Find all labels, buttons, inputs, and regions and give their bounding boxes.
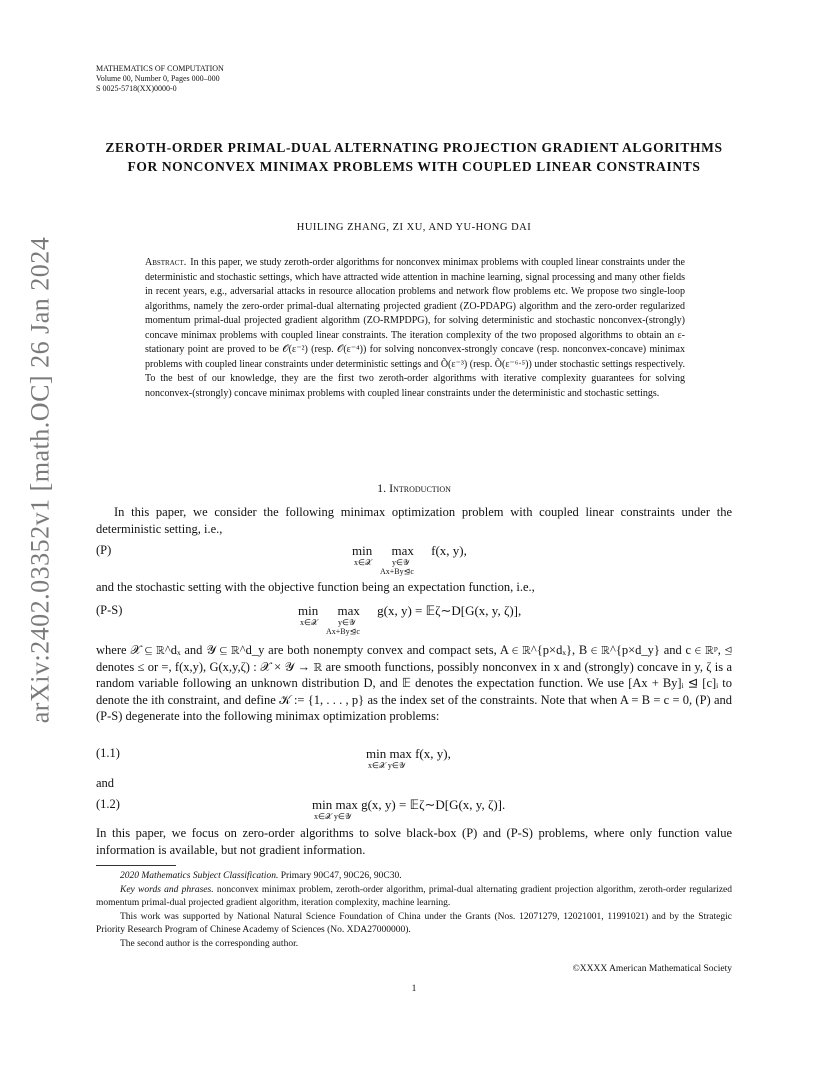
paper-authors: HUILING ZHANG, ZI XU, AND YU-HONG DAI [296,222,532,233]
equation-p-min: min [352,543,373,558]
intro-paragraph-3: where 𝒳 ⊆ ℝ^dₓ and 𝒴 ⊆ ℝ^d_y are both nonempty convex and compact sets, A ∈ ℝ^{p×dₓ}, B ∈ ℝ^{p×d_y} and c ∈ ℝᵖ, ⊴ denotes ≤ or =, f(x,y), G(x,y,ζ) : 𝒳 × 𝒴 → ℝ are smooth functions, possibly nonconvex in x and (strongly) concave in y, ζ is a random variable following an unknown distribution D, and 𝔼 denotes the expectation function. We use [Ax + By]ᵢ ⊴ [c]ᵢ to denote the ith constraint, and define 𝒦 := {1, . . . , p} as the index set of the constraints. Note that when A = B = c = 0, (P) and (P-S) degenerate into the following minimax optimization problems: [96,643,732,723]
intro-paragraph-2: and the stochastic setting with the objective function being an expectation function, i.e., [96,580,535,594]
equation-ps-min: min [298,603,319,618]
equation-p-max-sub2: Ax+By⊴c [380,567,414,576]
journal-name: MATHEMATICS OF COMPUTATION [96,64,224,73]
equation-p-min-sub: x∈𝒳 [354,558,372,567]
footnote-keywords-text: nonconvex minimax problem, zeroth-order algorithm, primal-dual alternating gradient projection algorithm, zeroth-order regularized momentum primal-dual projected gradient algorithm, iteration complexity, machine learning. [96,884,732,908]
journal-issn: S 0025-5718(XX)0000-0 [96,84,177,93]
equation-p-body: f(x, y), [431,543,467,558]
equation-ps-body: g(x, y) = 𝔼ζ∼D[G(x, y, ζ)], [377,603,522,618]
equation-p-max-sub1: y∈𝒴 [392,558,410,567]
equation-label-1-2: (1.2) [96,797,120,811]
equation-ps [298,603,522,636]
footnote-msc-text: Primary 90C47, 90C26, 90C30. [280,871,402,881]
journal-volume: Volume 00, Number 0, Pages 000–000 [96,74,220,83]
section-title: Introduction [389,481,451,495]
equation-1-2 [312,797,506,821]
equation-label-1-1: (1.1) [96,746,120,760]
equation-p-max: max [391,543,414,558]
equation-label-ps: (P-S) [96,603,123,617]
intro-paragraph-5: In this paper, we focus on zero-order algorithms to solve black-box (P) and (P-S) problems, where only function value information is available, but not gradient information. [96,826,732,857]
section-heading [96,481,732,496]
footnote-funding: This work was supported by National Natural Science Foundation of China under the Grants (Nos. 12071279, 12021001, 11991021) and by the Strategic Priority Research Program of Chinese Academy of Sciences (No. XDA27000000). [96,911,732,935]
intro-paragraph-1: In this paper, we consider the following minimax optimization problem with coupled linear constraints under the deterministic setting, i.e., [96,505,732,536]
equation-ps-max-sub1: y∈𝒴 [338,618,356,627]
section-number: 1. [377,481,387,495]
footnotes [96,870,732,951]
arxiv-stamp [20,236,60,724]
abstract-text: In this paper, we study zeroth-order algorithms for nonconvex minimax problems with coupled linear constraints under the deterministic and stochastic settings, which have attracted wide attention in machine learning, signal processing and many other fields in recent years, e.g., adversarial attacks in resource allocation problems and network flow problems etc. We propose two single-loop algorithms, namely the zero-order primal-dual alternating projected gradient (ZO-PDAPG) algorithm and the zero-order regularized momentum primal-dual projected gradient algorithm (ZO-RMPDPG), for solving deterministic and stochastic nonconvex-(strongly) concave minimax problems with coupled linear constraints. The iteration complexity of the two proposed algorithms to obtain an ε-stationary point are proved to be 𝒪(ε⁻²) (resp. 𝒪(ε⁻⁴)) for solving nonconvex-strongly concave (resp. nonconvex-concave) minimax problems with coupled linear constraints under deterministic settings and Õ(ε⁻³) (resp. Õ(ε⁻⁶·⁵)) under stochastic settings respectively. To the best of our knowledge, they are the first two zeroth-order algorithms with iterative complexity guarantees for solving nonconvex-(strongly) concave minimax problems with coupled linear constraints under the deterministic and stochastic settings. [145,257,685,399]
arxiv-stamp-text: arXiv:2402.03352v1 [math.OC] 26 Jan 2024 [25,236,55,724]
equation-p [352,543,467,576]
equation-1-1-text: min max f(x, y), [366,746,451,761]
abstract-lead: Abstract. [145,257,187,268]
paper-title: ZEROTH-ORDER PRIMAL-DUAL ALTERNATING PROJECTION GRADIENT ALGORITHMS FOR NONCONVEX MINIMAX PROBLEMS WITH COUPLED LINEAR CONSTRAINTS [105,140,723,174]
page-number: 1 [411,984,417,994]
footnote-keywords [96,884,732,911]
equation-ps-min-sub: x∈𝒳 [300,618,318,627]
equation-label-p: (P) [96,543,112,557]
equation-1-1-sub: x∈𝒳 y∈𝒴 [368,761,406,770]
equation-1-2-sub: x∈𝒳 y∈𝒴 [314,812,352,821]
copyright-notice: ©XXXX American Mathematical Society [572,964,732,974]
footnote-msc-label: 2020 Mathematics Subject Classification. [120,871,279,881]
footnote-keywords-label: Key words and phrases. [120,884,214,895]
equation-1-2-text: min max g(x, y) = 𝔼ζ∼D[G(x, y, ζ)]. [312,797,506,812]
footnote-rule [96,865,176,866]
journal-header [96,64,224,94]
intro-paragraph-4: and [96,776,115,790]
equation-ps-max-sub2: Ax+By⊴c [326,627,360,636]
footnote-msc [96,870,732,884]
equation-1-1 [366,746,451,770]
footnote-corresponding: The second author is the corresponding author. [120,938,299,949]
equation-ps-max: max [337,603,360,618]
abstract [145,256,685,401]
